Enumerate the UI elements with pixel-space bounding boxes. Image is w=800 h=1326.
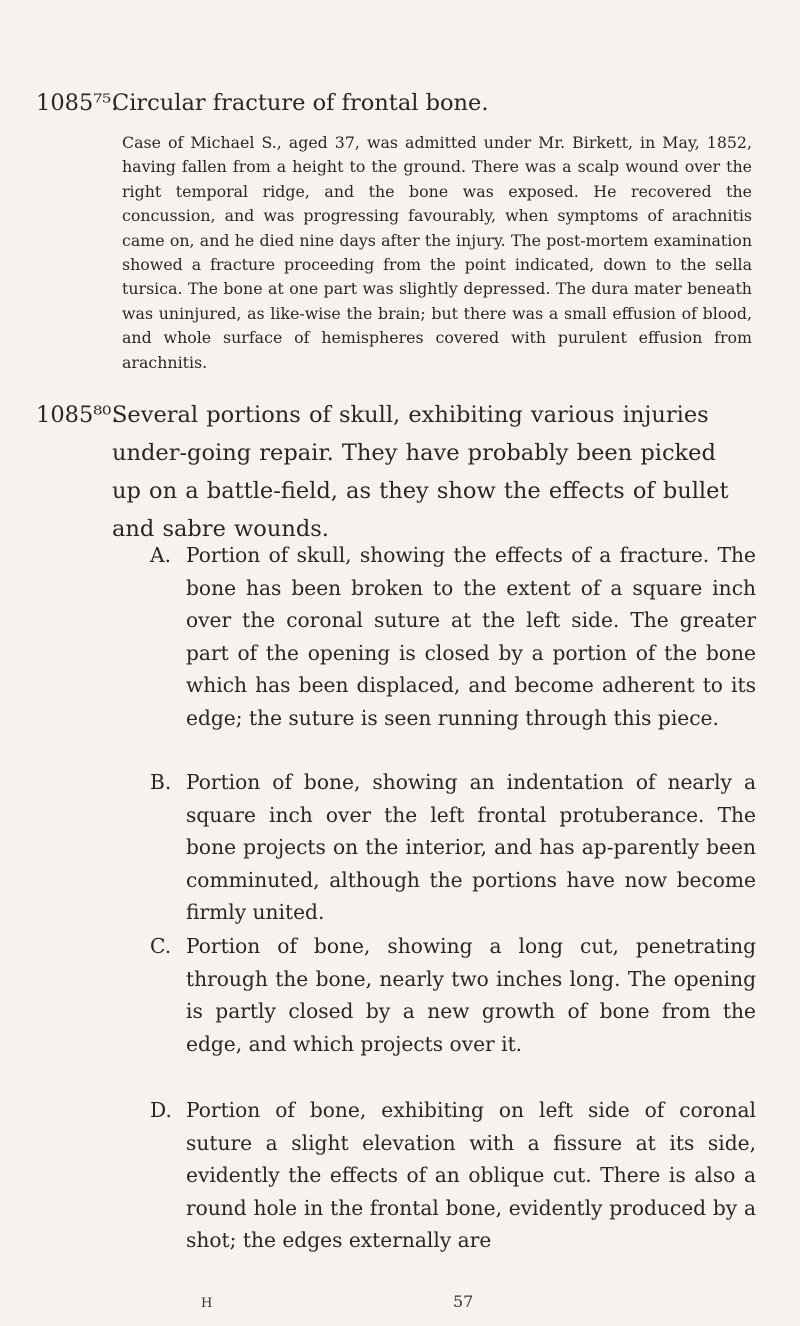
subitem-text: Portion of bone, exhibiting on left side of coronal suture a slight elevation with a fissure at its side, evidently the effects of an oblique cut. There is also a round hole in the frontal bone, evidently produced by a shot; the edges externally are [186, 1098, 756, 1252]
subitem-text: Portion of bone, showing a long cut, penetrating through the bone, nearly two inches long. The opening is partly closed by a new growth of bone from the edge, and which projects over it. [186, 934, 756, 1056]
subitem-d [150, 1094, 756, 1257]
entry-title: Several portions of skull, exhibiting various injuries under-going repair. They have probably been picked up on a battle-field, as they show the effects of bullet and sabre wounds. [112, 402, 729, 542]
entry-number: 1085⁷⁵. [36, 90, 119, 116]
page-footer [0, 1292, 800, 1316]
signature-mark: H [201, 1296, 213, 1311]
subitem-text: Portion of skull, showing the effects of a fracture. The bone has been broken to the extent of a square inch over the coronal suture at the left side. The greater part of the opening is closed by a portion of the bone which has been displaced, and become adherent to its edge; the suture is seen running through this piece. [186, 543, 756, 730]
entry-1085-80-heading [36, 396, 748, 548]
case-description: Case of Michael S., aged 37, was admitted under Mr. Birkett, in May, 1852, having fallen from a height to the ground. There was a scalp wound over the right temporal ridge, and the bone was exposed. He recovered the concussion, and was progressing favourably, when symptoms of arachnitis came on, and he died nine days after the injury. The post-mortem examination showed a fracture proceeding from the point indicated, down to the sella tursica. The bone at one part was slightly depressed. The dura mater beneath was uninjured, as like-wise the brain; but there was a small effusion of blood, and whole surface of hemispheres covered with purulent effusion from arachnitis. [122, 133, 752, 372]
entry-title: Circular fracture of frontal bone. [112, 90, 489, 116]
entry-number: 1085⁸⁰. [36, 402, 119, 428]
subitem-b [150, 766, 756, 929]
subitem-text: Portion of bone, showing an indentation of nearly a square inch over the left frontal protuberance. The bone projects on the interior, and has ap-parently been comminuted, although the portions have now become firmly united. [186, 770, 756, 924]
subitem-letter: D. [150, 1098, 172, 1122]
entry-1085-75-heading [36, 84, 748, 122]
subitem-c [150, 930, 756, 1060]
page-number: 57 [453, 1292, 474, 1311]
subitem-letter: A. [150, 543, 171, 567]
subitem-letter: C. [150, 934, 172, 958]
subitem-a [150, 539, 756, 734]
subitem-letter: B. [150, 770, 172, 794]
